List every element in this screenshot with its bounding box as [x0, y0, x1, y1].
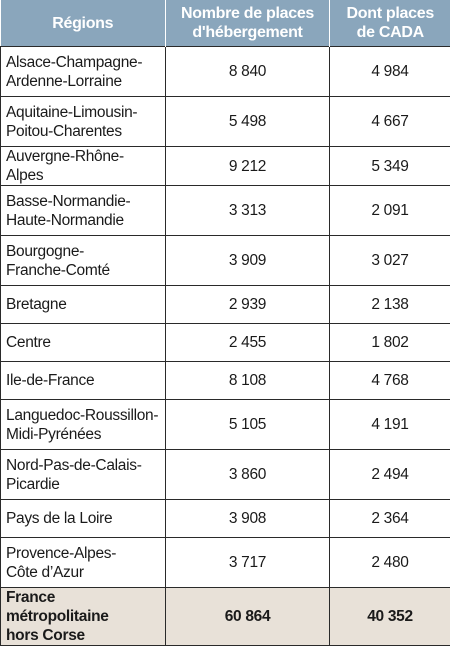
cada-value: 2 091	[330, 186, 450, 236]
region-name: Languedoc-Roussillon- Midi-Pyrénées	[1, 400, 166, 450]
table-row	[1, 362, 450, 400]
places-value: 5 105	[166, 400, 330, 450]
cada-value: 4 191	[330, 400, 450, 450]
cada-value: 4 984	[330, 47, 450, 97]
cada-value: 2 138	[330, 286, 450, 324]
places-value: 9 212	[166, 147, 330, 186]
table-row	[1, 400, 450, 450]
places-value: 3 860	[166, 450, 330, 500]
total-cada: 40 352	[330, 588, 450, 646]
places-value: 8 840	[166, 47, 330, 97]
cada-value: 2 364	[330, 500, 450, 538]
region-name: Ile-de-France	[1, 362, 166, 400]
total-places: 60 864	[166, 588, 330, 646]
table-row	[1, 450, 450, 500]
region-name: Alsace-Champagne- Ardenne-Lorraine	[1, 47, 166, 97]
cada-value: 4 768	[330, 362, 450, 400]
places-value: 3 313	[166, 186, 330, 236]
table-row	[1, 97, 450, 147]
places-value: 8 108	[166, 362, 330, 400]
places-value: 5 498	[166, 97, 330, 147]
places-value: 3 909	[166, 236, 330, 286]
places-value: 3 717	[166, 538, 330, 588]
region-name: Aquitaine-Limousin- Poitou-Charentes	[1, 97, 166, 147]
cada-value: 1 802	[330, 324, 450, 362]
total-row	[1, 588, 450, 646]
table-row	[1, 186, 450, 236]
table-row	[1, 47, 450, 97]
region-name: Bourgogne- Franche-Comté	[1, 236, 166, 286]
cada-value: 2 480	[330, 538, 450, 588]
table-row	[1, 500, 450, 538]
places-value: 2 939	[166, 286, 330, 324]
cada-value: 3 027	[330, 236, 450, 286]
cada-value: 5 349	[330, 147, 450, 186]
region-name: Auvergne-Rhône-Alpes	[1, 147, 166, 186]
header-regions: Régions	[1, 0, 166, 47]
region-name: Bretagne	[1, 286, 166, 324]
table-row	[1, 286, 450, 324]
cada-value: 2 494	[330, 450, 450, 500]
table-row	[1, 236, 450, 286]
region-name: Centre	[1, 324, 166, 362]
header-row	[1, 0, 450, 47]
total-label: France métropolitaine hors Corse	[1, 588, 166, 646]
header-places: Nombre de places d'hébergement	[166, 0, 330, 47]
header-cada: Dont places de CADA	[330, 0, 450, 47]
region-name: Pays de la Loire	[1, 500, 166, 538]
table-row	[1, 147, 450, 186]
places-value: 2 455	[166, 324, 330, 362]
table-row	[1, 538, 450, 588]
places-value: 3 908	[166, 500, 330, 538]
table-row	[1, 324, 450, 362]
region-name: Provence-Alpes- Côte d’Azur	[1, 538, 166, 588]
region-name: Basse-Normandie- Haute-Normandie	[1, 186, 166, 236]
region-name: Nord-Pas-de-Calais- Picardie	[1, 450, 166, 500]
cada-value: 4 667	[330, 97, 450, 147]
